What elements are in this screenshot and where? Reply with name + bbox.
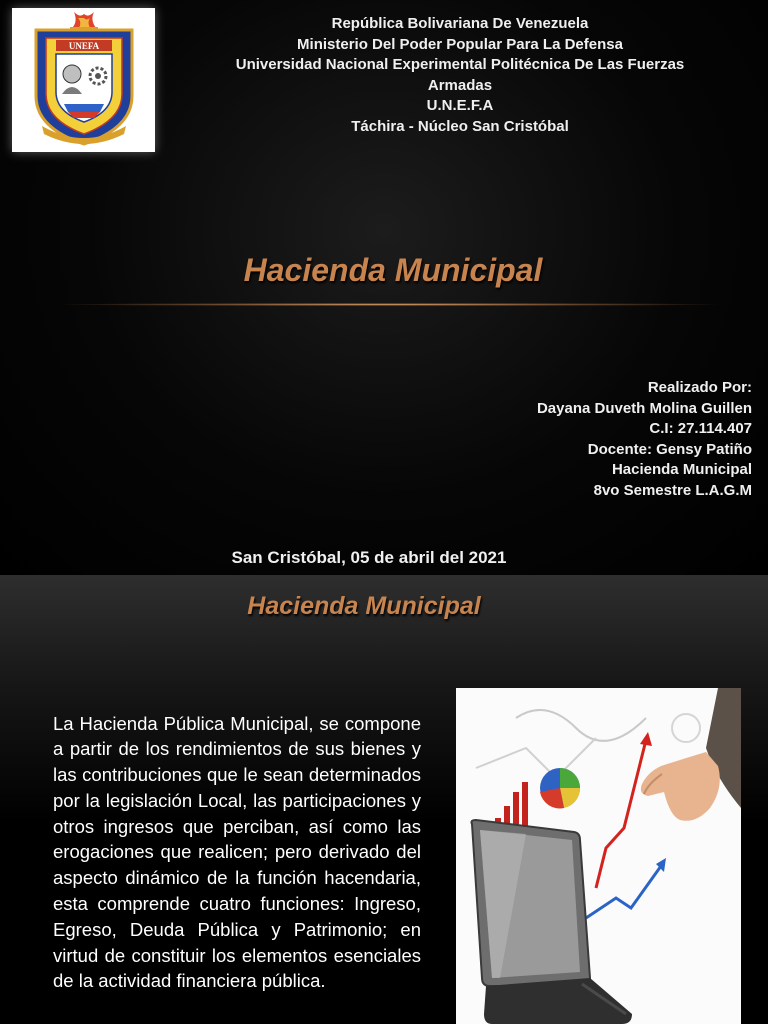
author-line-id: C.I: 27.114.407 — [649, 420, 752, 437]
content-title: Hacienda Municipal — [247, 592, 481, 620]
body-paragraph: La Hacienda Pública Municipal, se compone a partir de los rendimientos de sus bienes y las contribuciones que le sean determinados por la legislación Local, las participaciones y otros ingresos que perciban, así como las erogaciones que realicen; pero derivado del aspecto dinámico de la función hacendaria, esta comprende cuatro funciones: Ingreso, Egreso, Deuda Pública y Patrimonio; en virtud de constituir los elementos esenciales de la actividad financiera pública. — [53, 712, 421, 992]
logo-text: UNEFA — [68, 41, 100, 51]
author-line-semester: 8vo Semestre L.A.G.M — [593, 481, 752, 499]
author-line-label: Realizado Por: — [647, 379, 752, 396]
author-line-teacher: Docente: Gensy Patiño — [587, 440, 752, 458]
header-line-campus: Táchira - Núcleo San Cristóbal — [351, 117, 569, 135]
date-location: San Cristóbal, 05 de abril del 2021 — [231, 548, 507, 567]
header-line-armadas: Armadas — [427, 76, 493, 94]
slide-title: Hacienda Municipal — [243, 252, 543, 288]
unefa-logo — [12, 8, 155, 152]
header-line-acronym: U.N.E.F.A — [426, 97, 494, 114]
institution-header — [195, 14, 725, 137]
content-slide — [0, 575, 768, 1024]
author-line-name: Dayana Duveth Molina Guillen — [536, 399, 752, 417]
unefa-crest-icon — [12, 8, 155, 152]
finance-illustration — [456, 688, 741, 1024]
author-info — [537, 378, 752, 501]
header-line-ministry: Ministerio Del Poder Popular Para La Defensa — [297, 35, 623, 53]
header-line-university: Universidad Nacional Experimental Politécnica De Las Fuerzas — [235, 56, 685, 73]
header-line-republic: República Bolivariana De Venezuela — [331, 15, 589, 32]
title-divider — [60, 303, 720, 306]
laptop-finance-chart-icon — [456, 688, 741, 1024]
author-line-course: Hacienda Municipal — [611, 461, 752, 478]
